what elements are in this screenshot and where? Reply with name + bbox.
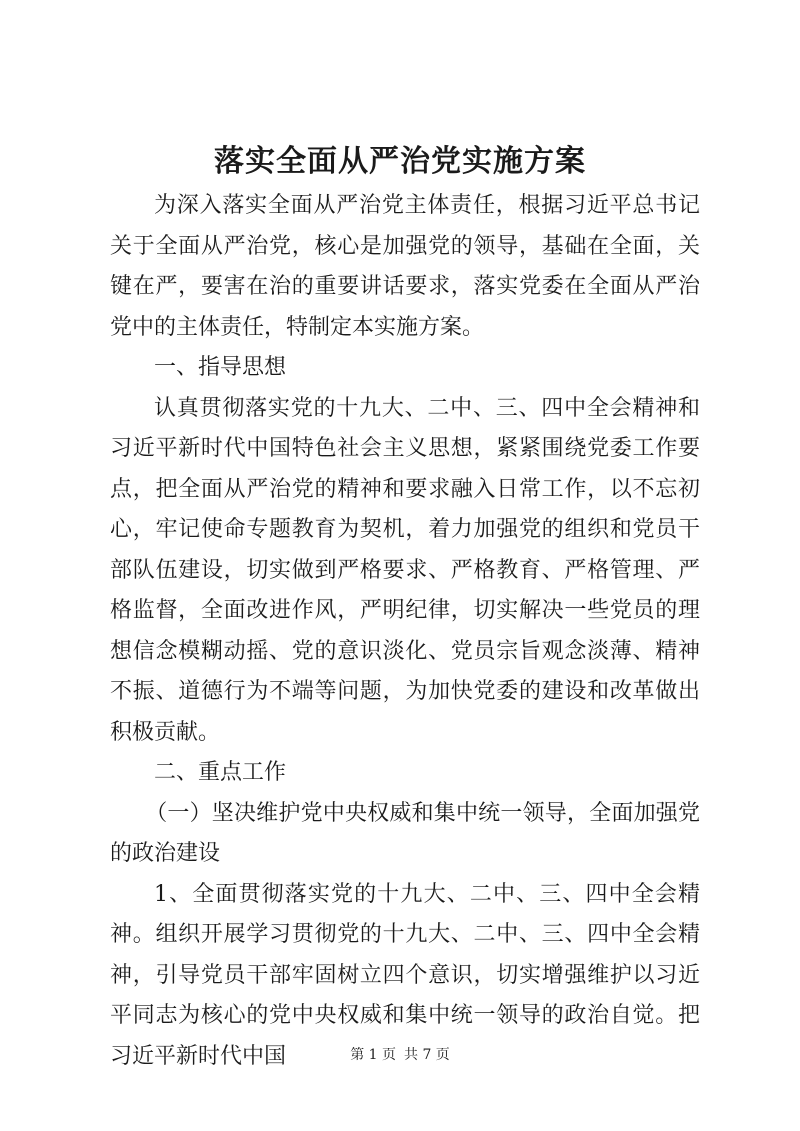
page-footer <box>0 1045 800 1065</box>
subsection-heading-1: （一）坚决维护党中央权威和集中统一领导，全面加强党的政治建设 <box>110 800 700 866</box>
page-number: 第 1 页 <box>350 1047 396 1063</box>
item-1-paragraph: 1、全面贯彻落实党的十九大、二中、三、四中全会精神。组织开展学习贯彻党的十九大、二中、三、四中全会精神，引导党员干部牢固树立四个意识，切实增强维护以习近平同志为核心的党中央权威和集中统一领导的政治自觉。把习近平新时代中国 <box>110 881 700 1069</box>
document-title: 落实全面从严治党实施方案 <box>214 144 586 179</box>
intro-paragraph: 为深入落实全面从严治党主体责任，根据习近平总书记关于全面从严治党，核心是加强党的领导，基础在全面，关键在严，要害在治的重要讲话要求，落实党委在全面从严治党中的主体责任，特制定本实施方案。 <box>110 193 700 340</box>
section-heading-guiding-ideology: 一、指导思想 <box>154 355 287 380</box>
document-body <box>110 186 700 1077</box>
guiding-ideology-paragraph: 认真贯彻落实党的十九大、二中、三、四中全会精神和习近平新时代中国特色社会主义思想，紧紧围绕党委工作要点，把全面从严治党的精神和要求融入日常工作，以不忘初心，牢记使命专题教育为契机，着力加强党的组织和党员干部队伍建设，切实做到严格要求、严格教育、严格管理、严格监督，全面改进作风，严明纪律，切实解决一些党员的理想信念模糊动摇、党的意识淡化、党员宗旨观念淡薄、精神不振、道德行为不端等问题，为加快党委的建设和改革做出积极贡献。 <box>110 395 700 745</box>
total-pages: 共 7 页 <box>404 1047 450 1063</box>
section-heading-key-work: 二、重点工作 <box>154 760 287 785</box>
